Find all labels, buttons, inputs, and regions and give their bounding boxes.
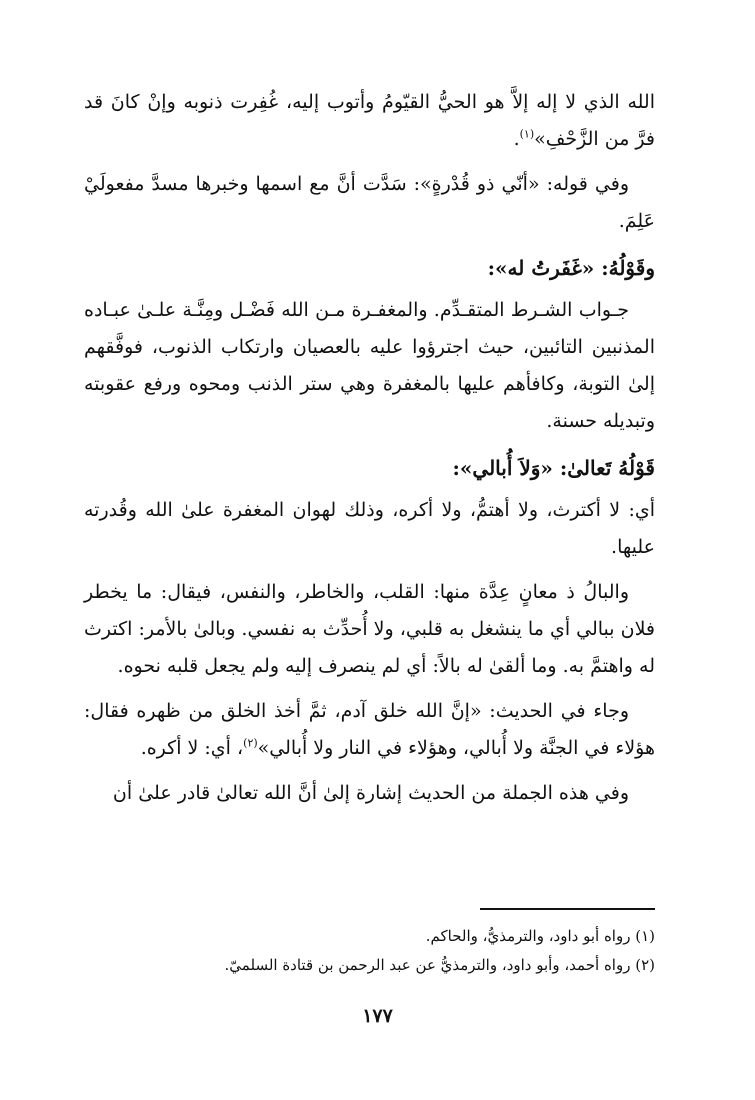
paragraph-4: أي: لا أكترث، ولا أهتمُّ، ولا أكره، وذلك لهوان المغفرة علىٰ الله وقُدرته عليها. [84,499,655,558]
paragraph-7: وفي هذه الجملة من الحديث إشارة إلىٰ أنَّ الله تعالىٰ قادر علىٰ أن [112,782,629,804]
paragraph-6-tail: ، أي: لا أكره. [140,737,244,759]
paragraph-6 [84,693,655,767]
heading-2: قَوْلُهُ تَعالىٰ: «وَلاَ أُبالي»: [452,456,655,480]
page-number: ١٧٧ [362,1005,393,1027]
footnotes [84,922,655,980]
paragraph-5: والبالُ ذ معانٍ عِدَّة منها: القلب، والخاطر، والنفس، فيقال: ما يخطر فلان ببالي أي ما ينشغل به قلبي، ولا أُحدِّث به نفسي. وبالىٰ بالأمر: اكترث له واهتمَّ به. وما ألقىٰ له بالاً: أي لم ينصرف إليه ولم يجعل قلبه نحوه. [84,581,656,677]
paragraph-1-tail: . [513,128,520,150]
paragraph-6-text: وجاء في الحديث: «إنَّ الله خلق آدم، ثمَّ أخذ الخلق من ظهره فقال: هؤلاء في الجنَّة ولا أُبالي، وهؤلاء في النار ولا أُبالي» [84,700,655,759]
heading-1: وقَوْلُهُ: «غَفَرتُ له»: [487,256,655,280]
footnote-2: (٢) رواه أحمد، وأبو داود، والترمذيُّ عن عبد الرحمن بن قتادة السلميّ. [224,956,655,974]
paragraph-1 [84,84,655,158]
footnote-ref-2[interactable]: (٢) [243,736,258,750]
paragraph-3: جـواب الشـرط المتقـدِّم. والمغفـرة مـن الله فَضْـل ومِنَّـة علـىٰ عبـاده المذنبين التائبين، حيث اجترؤوا عليه بالعصيان وارتكاب الذنوب، فوفَّقهم إلىٰ التوبة، وكافأهم عليها بالمغفرة وهي ستر الذنب ومحوه ورفع عقوبته وتبديله حسنة. [84,299,655,432]
footnote-ref-1[interactable]: (١) [519,127,535,141]
paragraph-2: وفي قوله: «أنّي ذو قُدْرةٍ»: سَدَّت أنَّ مع اسمها وخبرها مسدَّ مفعولَيْ عَلِمَ. [84,173,655,232]
footnote-divider [480,908,655,910]
footnote-1: (١) رواه أبو داود، والترمذيُّ، والحاكم. [425,927,655,945]
paragraph-1-text: الله الذي لا إله إلاَّ هو الحيُّ القيّومُ وأتوب إليه، غُفِرت ذنوبه وإنْ كانَ قد فرَّ من الزَّحْفِ» [84,91,655,150]
